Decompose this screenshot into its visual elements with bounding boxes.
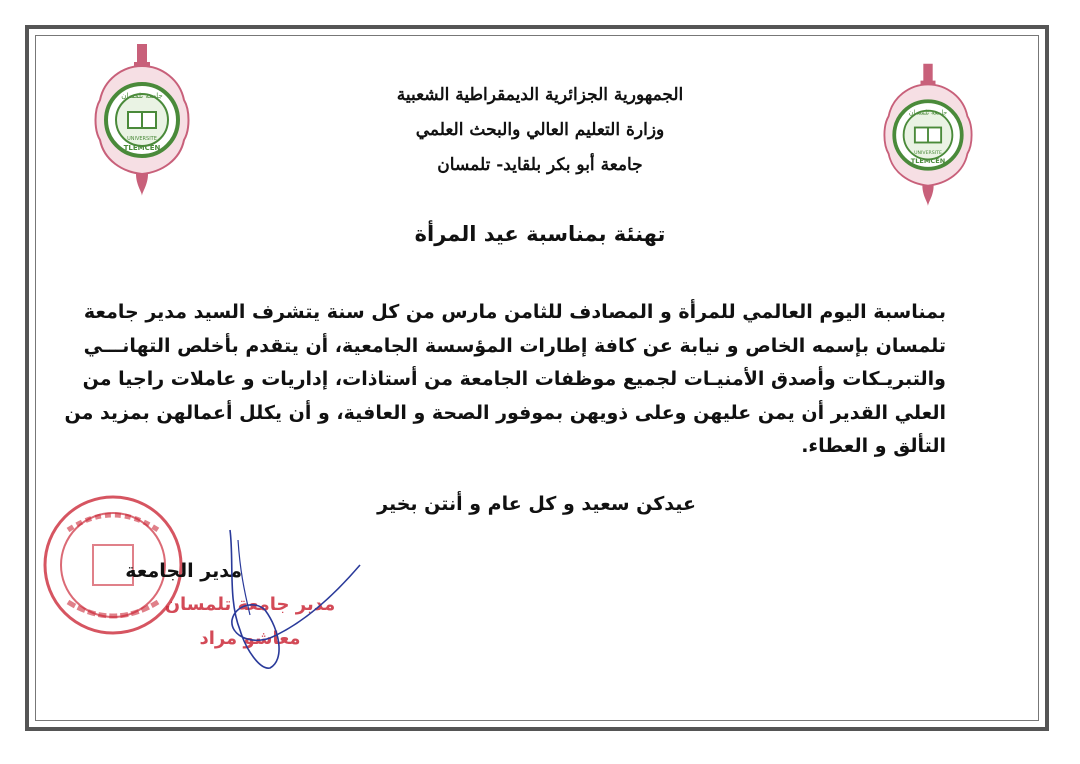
- university-logo-icon: [878, 60, 978, 210]
- body-line: التألق و العطاء.: [801, 435, 946, 457]
- signatory-title: مدير الجامعة: [125, 560, 242, 582]
- header-university: جامعة أبو بكر بلقايد- تلمسان: [437, 155, 643, 175]
- handwritten-signature-icon: [210, 520, 370, 680]
- university-logo-icon: [92, 40, 192, 200]
- university-logo-left: [92, 40, 192, 204]
- logo-inscription-inner: UNIVERSITE: [127, 136, 157, 142]
- handwritten-signature: [210, 520, 370, 684]
- closing-wish: عيدكن سعيد و كل عام و أنتن بخير: [377, 493, 696, 515]
- body-line: العلي القدير أن يمن عليهن وعلى ذويهن بموفور الصحة و العافية، و أن يكلل أعمالهن بمزيد من: [64, 401, 946, 424]
- logo-inscription-top: جامعة تلمسان: [121, 92, 163, 100]
- logo-inscription-bottom: TLEMCEN: [910, 157, 946, 166]
- body-line: بمناسبة اليوم العالمي للمرأة و المصادف للثامن مارس من كل سنة يتشرف السيد مدير جامعة: [83, 301, 946, 323]
- letterhead: [330, 78, 750, 183]
- logo-inscription-bottom: TLEMCEN: [123, 144, 161, 152]
- body-line: والتبريـكات وأصدق الأمنيـات لجميع موظفات الجامعة من أستاذات، إداريات و عاملات راجيا من: [82, 368, 946, 390]
- body-paragraph: [64, 296, 946, 464]
- logo-inscription-top: جامعة تلمسان: [908, 108, 948, 117]
- header-republic: الجمهورية الجزائرية الديمقراطية الشعبية: [396, 85, 684, 105]
- university-logo-right: [878, 60, 978, 214]
- logo-inscription-inner: UNIVERSITE: [914, 150, 942, 156]
- header-ministry: وزارة التعليم العالي والبحث العلمي: [415, 120, 665, 140]
- seal-line-position: مدير جامعة تلمسان: [164, 594, 336, 615]
- seal-line-name: معاشو مراد: [199, 628, 301, 649]
- document-title: تهنئة بمناسبة عيد المرأة: [414, 222, 666, 246]
- body-line: تلمسان بإسمه الخاص و نيابة عن كافة إطارات المؤسسة الجامعية، أن يتقدم بأخلص التهانـــي: [83, 334, 946, 357]
